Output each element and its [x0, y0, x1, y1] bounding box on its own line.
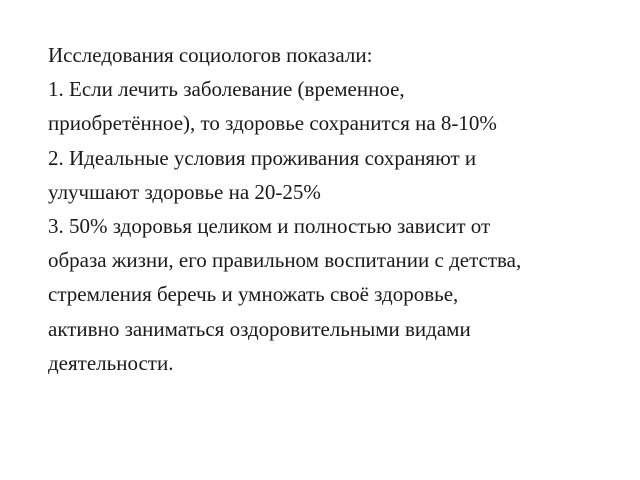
text-line: улучшают здоровье на 20-25% [48, 179, 321, 204]
text-line: активно заниматься оздоровительными видами [48, 316, 471, 341]
text-line: стремления беречь и умножать своё здоровье, [48, 282, 459, 307]
text-line: образа жизни, его правильном воспитании с детства, [48, 248, 522, 273]
text-line: 2. Идеальные условия проживания сохраняют и [48, 145, 477, 170]
text-line: 3. 50% здоровья целиком и полностью зависит от [48, 214, 491, 239]
heading-line: Исследования социологов показали: [48, 43, 373, 67]
text-line: деятельности. [48, 350, 174, 375]
text-line: 1. Если лечить заболевание (временное, [48, 77, 405, 102]
text-block [48, 38, 618, 380]
text-line: приобретённое), то здоровье сохранится на 8-10% [48, 111, 497, 136]
